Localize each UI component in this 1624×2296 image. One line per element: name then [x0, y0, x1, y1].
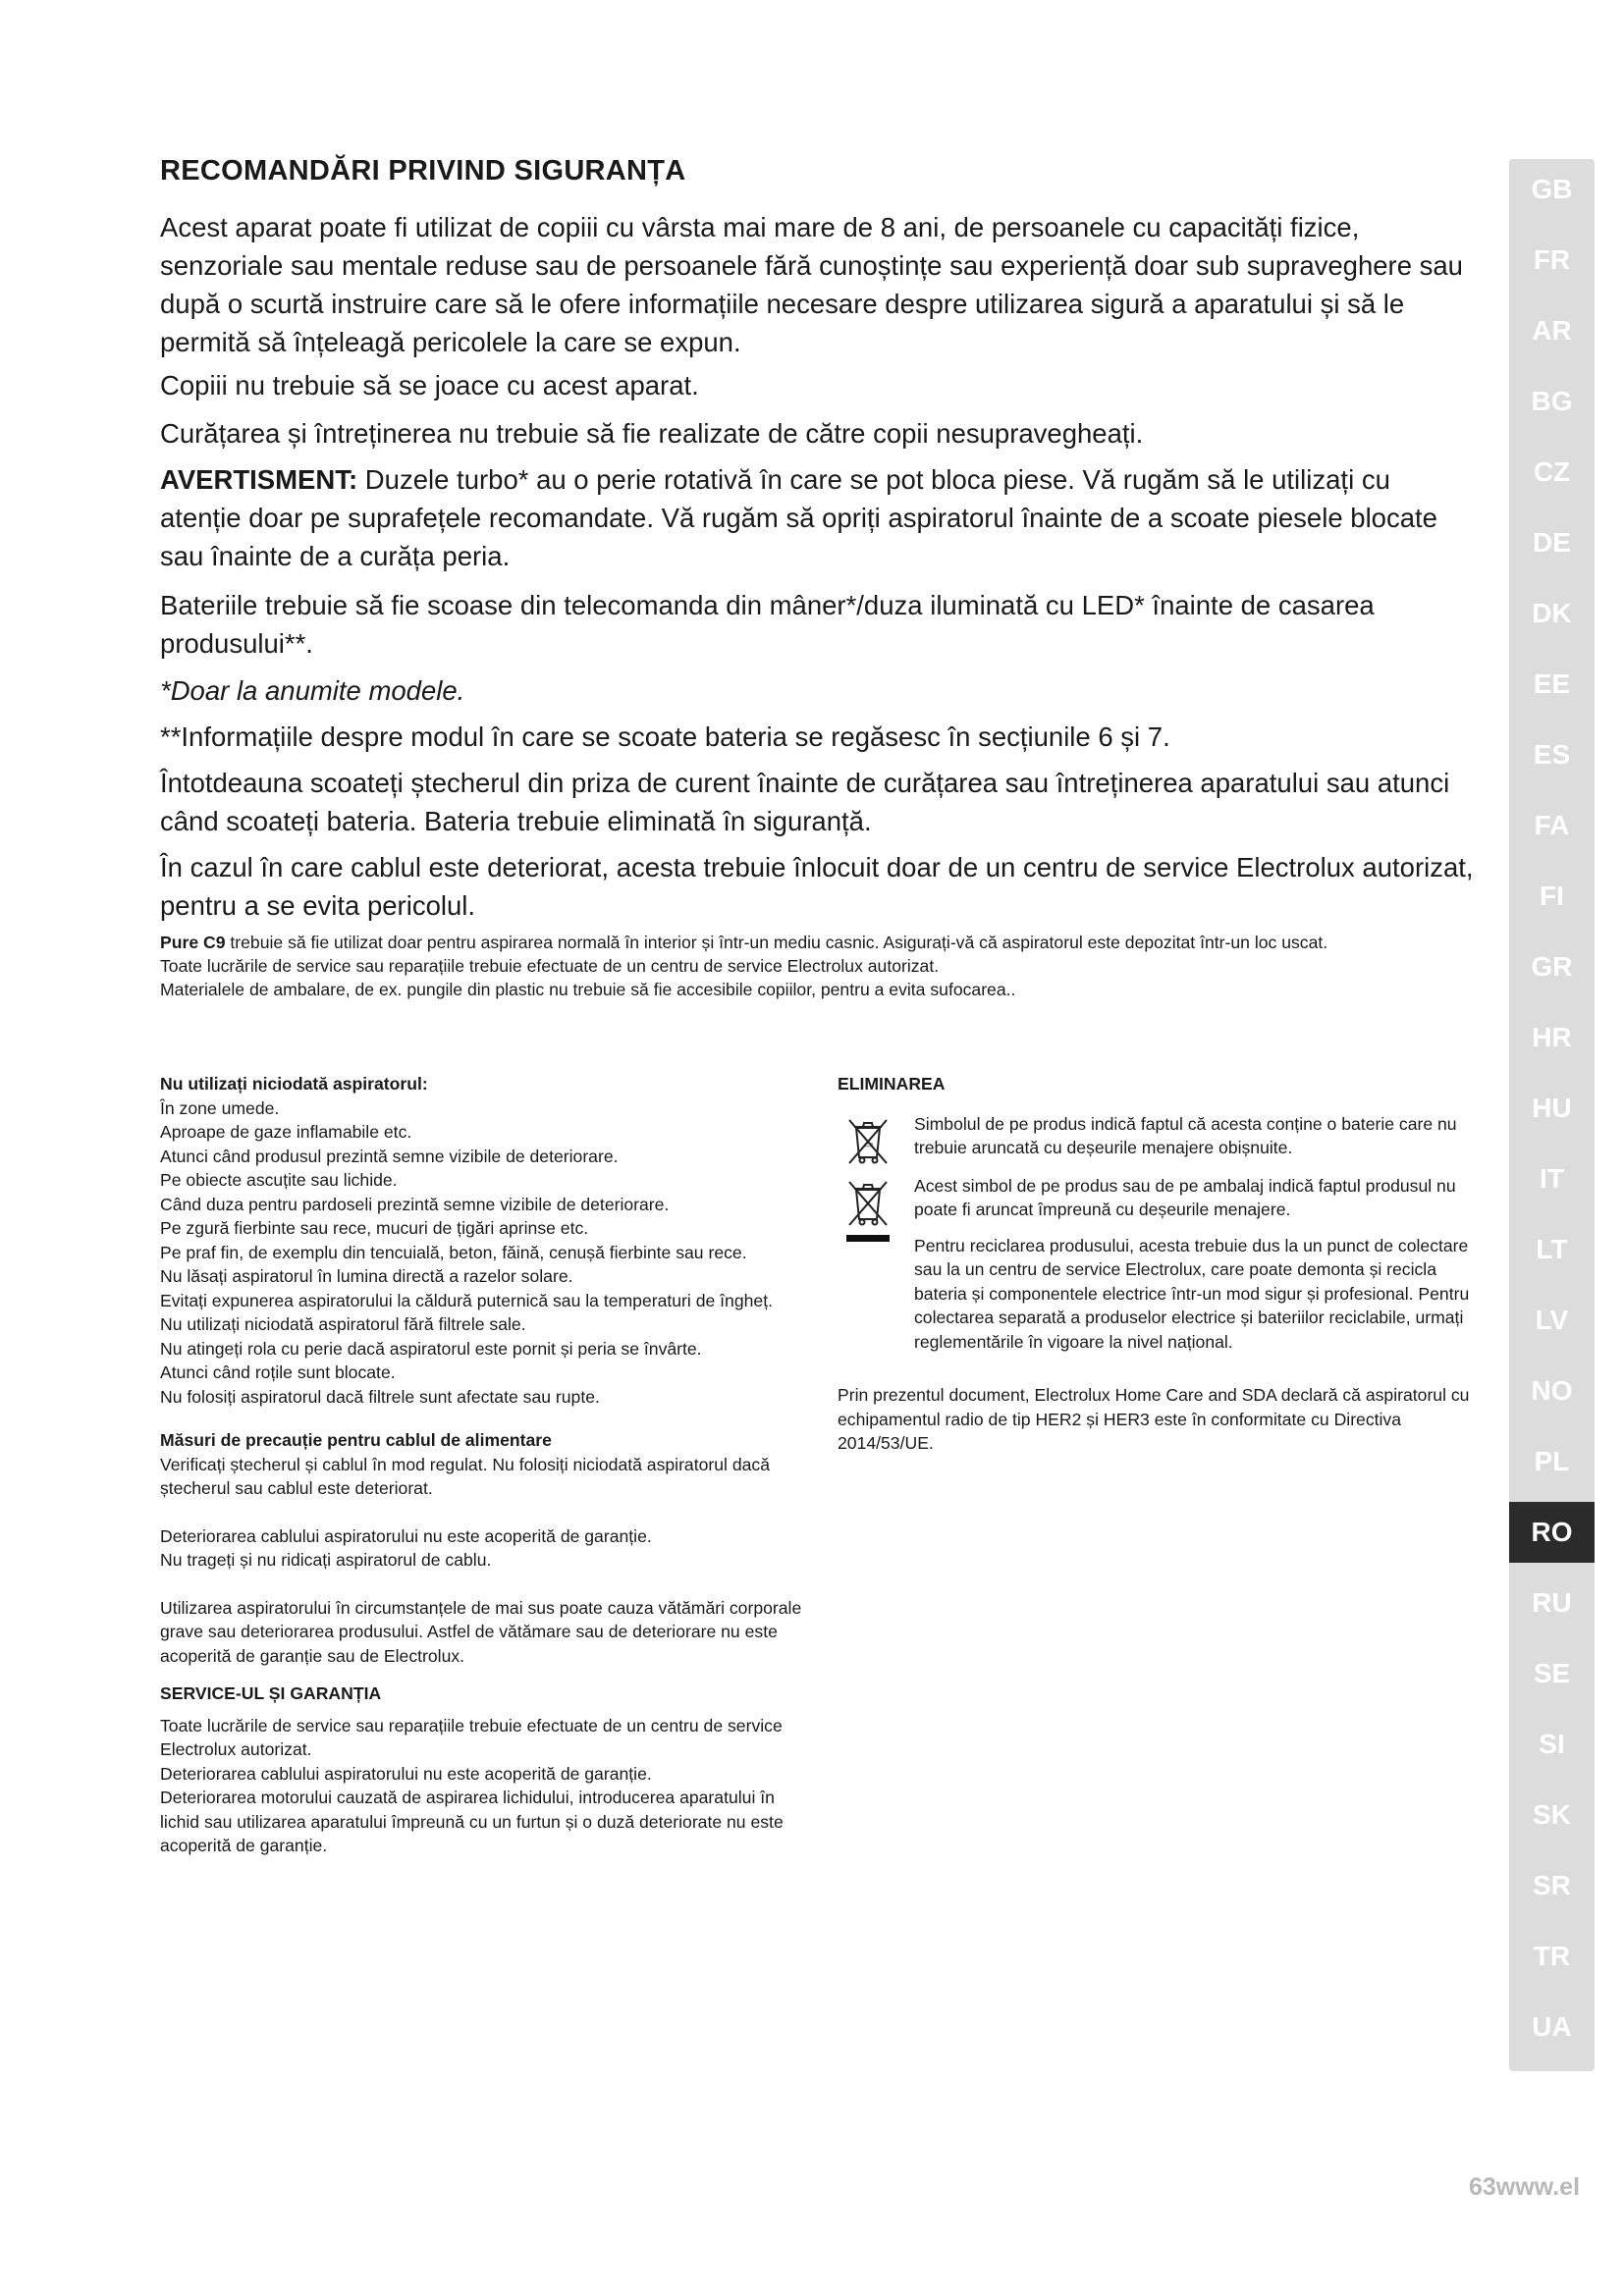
lang-tab-lv[interactable]: LV — [1535, 1305, 1569, 1335]
paragraph-unplug: Întotdeauna scoateți ștecherul din priza de curent înainte de curățarea sau întreținerea aparatului sau atunci când scoateți bateria. Bateria trebuie eliminată în siguranță. — [160, 768, 1450, 836]
list-item: Atunci când roțile sunt blocate. — [160, 1362, 396, 1382]
lang-tab-bg[interactable]: BG — [1531, 386, 1573, 416]
paragraph-warning — [160, 460, 1476, 575]
list-item: Atunci când produsul prezintă semne vizibile de deteriorare. — [160, 1146, 619, 1166]
lang-tab-pl[interactable]: PL — [1534, 1446, 1570, 1476]
lang-tab-sk[interactable]: SK — [1533, 1799, 1571, 1830]
warning-text: Duzele turbo* au o perie rotativă în care se pot bloca piese. Vă rugăm să le utilizați cu atenție doar pe suprafețele recomandate. Vă rugăm să opriți aspiratorul înainte de a scoate piesele blocate sau înainte de a curăța peria. — [160, 464, 1437, 571]
list-item: Pe praf fin, de exemplu din tencuială, beton, făină, cenușă fierbinte sau rece. — [160, 1242, 747, 1262]
disposal-text-1: Simbolul de pe produs indică faptul că acesta conține o baterie care nu trebuie aruncată cu deșeurile menajere obișnuite. — [914, 1113, 1457, 1157]
cable-text-4: Utilizarea aspiratorului în circumstanțele de mai sus poate cauza vătămări corporale grave sau deteriorarea produsului. Astfel de vătămare sau de deteriorare nu este acoperită de garanție sau de Electrolux. — [160, 1597, 802, 1666]
intro-line-3: Materialele de ambalare, de ex. pungile din plastic nu trebuie să fie accesibile copiilor, pentru a evita sufocarea.. — [160, 980, 1016, 999]
lang-tab-gr[interactable]: GR — [1531, 951, 1573, 982]
right-column — [838, 1072, 1476, 1456]
lang-tab-tr[interactable]: TR — [1533, 1941, 1571, 1971]
lang-tab-se[interactable]: SE — [1533, 1658, 1571, 1688]
list-item: În zone umede. — [160, 1097, 280, 1118]
lang-tab-hr[interactable]: HR — [1532, 1022, 1572, 1052]
crossed-bin-weee-icon — [845, 1176, 891, 1247]
never-use-heading: Nu utilizați niciodată aspiratorul: — [160, 1074, 428, 1094]
language-tabs — [1509, 159, 1595, 2071]
list-item: Nu folosiți aspiratorul dacă filtrele sunt afectate sau rupte. — [160, 1386, 600, 1407]
lang-tab-lt[interactable]: LT — [1536, 1234, 1568, 1264]
disposal-item-battery — [838, 1112, 1476, 1160]
list-item: Pe zgură fierbinte sau rece, mucuri de țigări aprinse etc. — [160, 1218, 589, 1238]
lang-tab-fa[interactable]: FA — [1534, 810, 1570, 840]
service-text-2: Deteriorarea cablului aspiratorului nu este acoperită de garanție. — [160, 1763, 652, 1784]
service-text-3: Deteriorarea motorului cauzată de aspirarea lichidului, introducerea aparatului în lichid sau utilizarea aparatului împreună cu un furtun și o duză deteriorate nu este acoperită de garanție. — [160, 1788, 784, 1855]
disposal-item-weee — [838, 1174, 1476, 1355]
lang-tab-dk[interactable]: DK — [1532, 598, 1572, 628]
service-text-1: Toate lucrările de service sau reparațiile trebuie efectuate de un centru de service Electrolux autorizat. — [160, 1715, 783, 1759]
disposal-heading: ELIMINAREA — [838, 1074, 946, 1094]
lang-tab-gb[interactable]: GB — [1531, 174, 1573, 204]
cable-text-1: Verificați ștecherul și cablul în mod regulat. Nu folosiți niciodată aspiratorul dacă ștecherul sau cablul este deteriorat. — [160, 1454, 770, 1498]
intro-line-1-text: trebuie să fie utilizat doar pentru aspirarea normală în interior și într-un mediu casnic. Asigurați-vă că aspiratorul este depozitat într-un loc uscat. — [225, 933, 1328, 952]
list-item: Pe obiecte ascuțite sau lichide. — [160, 1170, 398, 1190]
paragraph-models-note — [160, 671, 1476, 710]
crossed-bin-battery-icon — [845, 1114, 891, 1167]
lang-tab-ar[interactable]: AR — [1532, 315, 1572, 346]
cable-precautions-heading: Măsuri de precauție pentru cablul de alimentare — [160, 1430, 552, 1450]
model-name: Pure C9 — [160, 933, 226, 952]
list-item: Nu lăsați aspiratorul în lumina directă a razelor solare. — [160, 1266, 573, 1286]
left-column — [160, 1072, 808, 1858]
lang-tab-no[interactable]: NO — [1531, 1375, 1573, 1406]
lang-tab-ro[interactable]: RO — [1509, 1502, 1595, 1563]
intro-line-1 — [160, 931, 1481, 954]
disposal-text-3: Pentru reciclarea produsului, acesta trebuie dus la un punct de colectare sau la un centru de service Electrolux, care poate demonta și recicla bateria și componentele electrice într-un mod sigur și profesional. Pentru colectarea separată a produselor electrice și bateriilor reciclabile, urmați reglementările în vigoare la nivel național. — [914, 1235, 1470, 1352]
lang-tab-cz[interactable]: CZ — [1533, 456, 1571, 487]
lang-tab-it[interactable]: IT — [1540, 1163, 1564, 1194]
lang-tab-de[interactable]: DE — [1533, 527, 1571, 558]
svg-text:▭: ▭ — [864, 1139, 874, 1150]
list-item: Nu atingeți rola cu perie dacă aspiratorul este pornit și peria se învârte. — [160, 1338, 702, 1359]
lang-tab-ru[interactable]: RU — [1532, 1587, 1572, 1618]
lang-tab-ee[interactable]: EE — [1533, 668, 1571, 699]
service-warranty-heading: SERVICE-UL ȘI GARANȚIA — [160, 1683, 382, 1703]
never-use-list — [160, 1096, 808, 1410]
paragraph-battery-info: **Informațiile despre modul în care se scoate bateria se regăsesc în secțiunile 6 și 7. — [160, 721, 1170, 752]
intro-notes — [160, 931, 1481, 1001]
cable-text-3: Nu trageți și nu ridicați aspiratorul de cablu. — [160, 1550, 492, 1570]
lang-tab-ua[interactable]: UA — [1532, 2011, 1572, 2042]
paragraph-children-play: Copiii nu trebuie să se joace cu acest aparat. — [160, 370, 699, 400]
lang-tab-sr[interactable]: SR — [1533, 1870, 1571, 1900]
list-item: Aproape de gaze inflamabile etc. — [160, 1122, 412, 1142]
lang-tab-si[interactable]: SI — [1539, 1729, 1565, 1759]
page-footer: 63www.el — [1469, 2173, 1581, 2201]
list-item: Evitați expunerea aspiratorului la căldură puternică sau la temperaturi de îngheț. — [160, 1290, 773, 1310]
declaration-text: Prin prezentul document, Electrolux Home Care and SDA declară că aspiratorul cu echipamentul radio de tip HER2 și HER3 este în conformitate cu Directiva 2014/53/UE. — [838, 1385, 1470, 1453]
lang-tab-fr[interactable]: FR — [1533, 244, 1571, 275]
paragraph-batteries: Bateriile trebuie să fie scoase din telecomanda din mâner*/duza iluminată cu LED* înainte de casarea produsului**. — [160, 590, 1375, 659]
models-note-text: *Doar la anumite modele. — [160, 675, 465, 706]
paragraph-cable-damage: În cazul în care cablul este deteriorat, acesta trebuie înlocuit doar de un centru de service Electrolux autorizat, pentru a se evita pericolul. — [160, 852, 1474, 921]
paragraph-supervision: Acest aparat poate fi utilizat de copiii cu vârsta mai mare de 8 ani, de persoanele cu capacități fizice, senzoriale sau mentale reduse sau de persoanele fără cunoștințe sau experiență doar sub supraveghere sau după o scurtă instruire care să le ofere informațiile necesare despre utilizarea sigură a aparatului și să le permită să înțeleagă pericolele la care se expun. — [160, 212, 1463, 357]
disposal-text-2: Acest simbol de pe produs sau de pe ambalaj indică faptul produsul nu poate fi aruncat împreună cu deșeurile menajere. — [914, 1175, 1456, 1219]
paragraph-cleaning: Curățarea și întreținerea nu trebuie să fie realizate de către copii nesupravegheați. — [160, 418, 1144, 449]
list-item: Când duza pentru pardoseli prezintă semne vizibile de deteriorare. — [160, 1194, 670, 1214]
page-title: RECOMANDĂRI PRIVIND SIGURANȚA — [160, 155, 686, 187]
lang-tab-fi[interactable]: FI — [1540, 881, 1564, 911]
list-item: Nu utilizați niciodată aspiratorul fără filtrele sale. — [160, 1314, 526, 1334]
intro-line-2: Toate lucrările de service sau reparațiile trebuie efectuate de un centru de service Electrolux autorizat. — [160, 956, 940, 976]
warning-label: AVERTISMENT: — [160, 464, 358, 495]
lang-tab-es[interactable]: ES — [1533, 739, 1571, 770]
lang-tab-hu[interactable]: HU — [1532, 1093, 1572, 1123]
cable-text-2: Deteriorarea cablului aspiratorului nu este acoperită de garanție. — [160, 1525, 652, 1546]
